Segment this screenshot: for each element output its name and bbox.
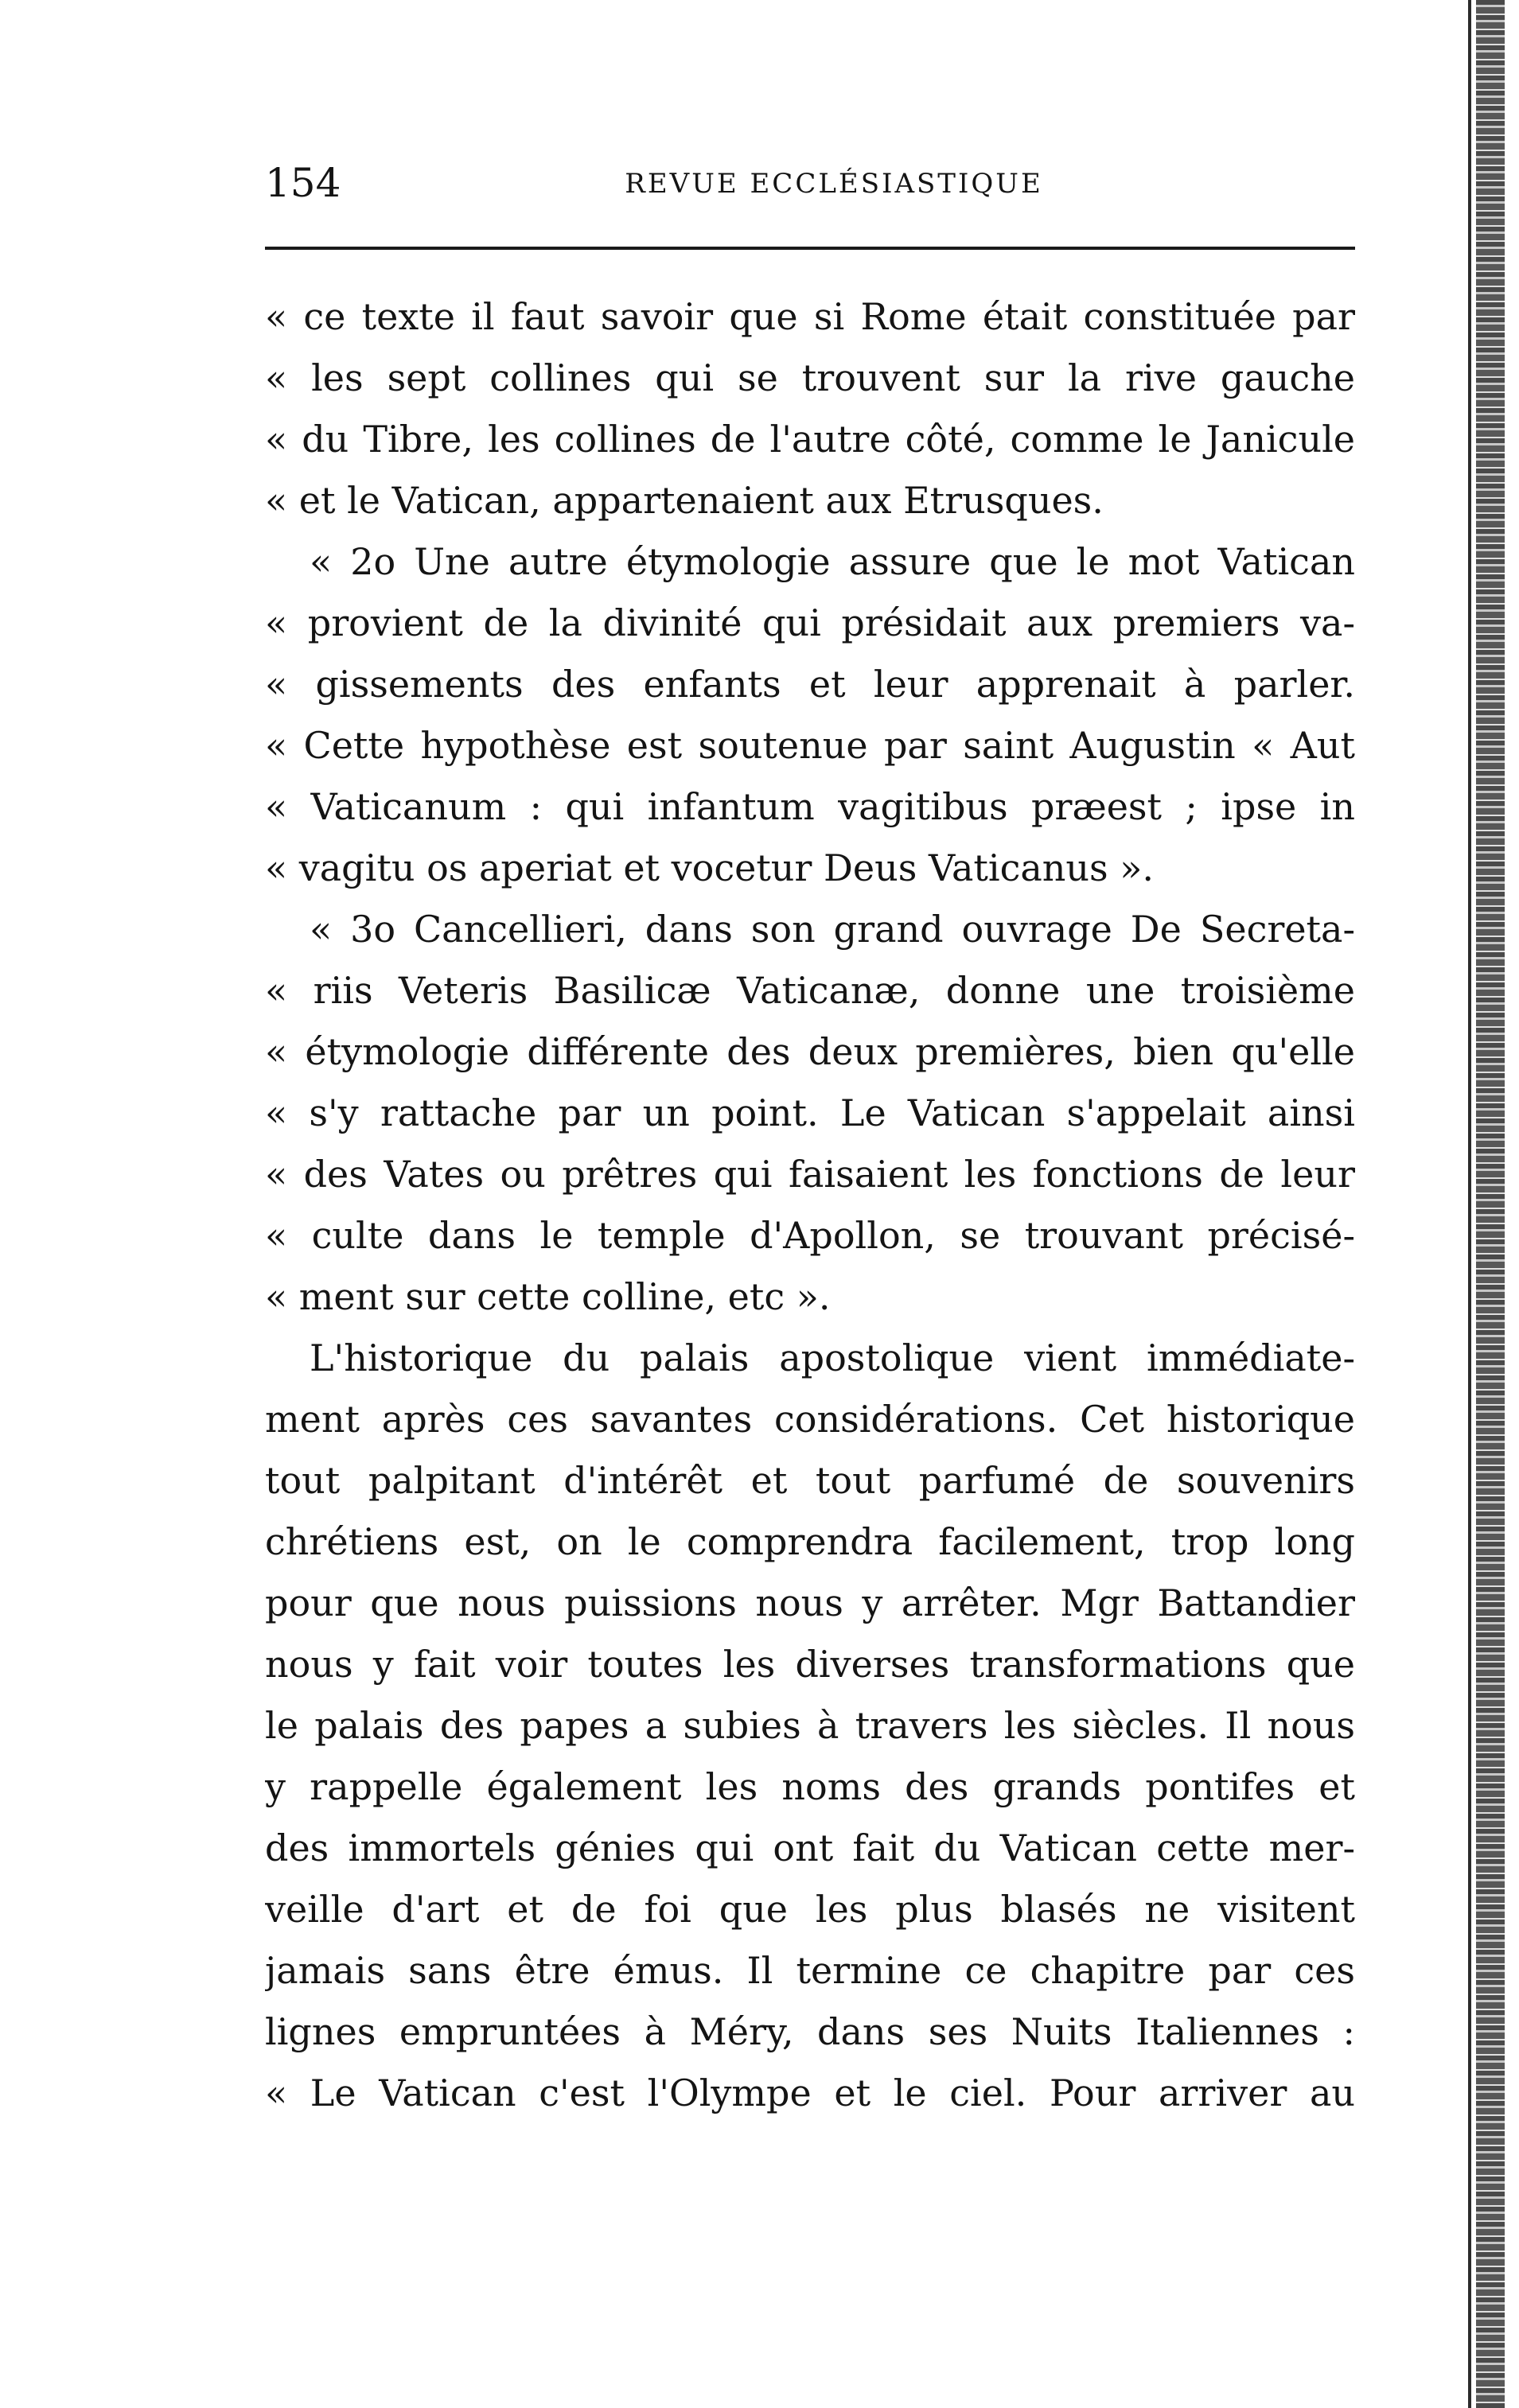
text-line: « du Tibre, les collines de l'autre côté, comme le Janicule (265, 418, 1355, 461)
text-line: le palais des papes a subies à travers les siècles. Il nous (265, 1704, 1355, 1747)
text-line: « des Vates ou prêtres qui faisaient les fonctions de leur (265, 1153, 1355, 1196)
text-line: L'historique du palais apostolique vient immédiate- (310, 1336, 1355, 1379)
text-line: « gissements des enfants et leur apprenait à parler. (265, 663, 1355, 706)
text-line: des immortels génies qui ont fait du Vatican cette mer- (265, 1826, 1355, 1869)
text-line: « et le Vatican, appartenaient aux Etrusques. (265, 479, 1104, 522)
text-line: ment après ces savantes considérations. Cet historique (265, 1398, 1355, 1441)
text-line: tout palpitant d'intérêt et tout parfumé de souvenirs (265, 1459, 1355, 1502)
page-number: 154 (265, 160, 341, 206)
text-line: y rappelle également les noms des grands pontifes et (265, 1765, 1355, 1808)
body-text (265, 286, 1355, 2124)
text-line: « ce texte il faut savoir que si Rome était constituée par (265, 295, 1355, 338)
text-line: « ment sur cette colline, etc ». (265, 1275, 831, 1318)
text-line: « Le Vatican c'est l'Olympe et le ciel. Pour arriver au (265, 2072, 1355, 2114)
text-line: pour que nous puissions nous y arrêter. Mgr Battandier (265, 1581, 1355, 1624)
text-line: « provient de la divinité qui présidait aux premiers va- (265, 601, 1355, 644)
text-line: « s'y rattache par un point. Le Vatican s'appelait ainsi (265, 1091, 1355, 1134)
text-line: jamais sans être émus. Il termine ce chapitre par ces (265, 1949, 1355, 1992)
text-line: « Vaticanum : qui infantum vagitibus præest ; ipse in (265, 785, 1355, 828)
text-line: « culte dans le temple d'Apollon, se trouvant précisé- (265, 1214, 1355, 1257)
text-line: « riis Veteris Basilicæ Vaticanæ, donne une troisième (265, 969, 1355, 1012)
text-line: « 2o Une autre étymologie assure que le mot Vatican (310, 540, 1355, 583)
text-line: « étymologie différente des deux premières, bien qu'elle (265, 1030, 1355, 1073)
text-line: nous y fait voir toutes les diverses transformations que (265, 1643, 1355, 1686)
text-line: chrétiens est, on le comprendra facilement, trop long (265, 1520, 1355, 1563)
running-title: REVUE ECCLÉSIASTIQUE (625, 168, 1043, 200)
text-line: « 3o Cancellieri, dans son grand ouvrage De Secreta- (310, 908, 1355, 951)
running-head (265, 159, 1355, 207)
text-line: veille d'art et de foi que les plus blasés ne visitent (265, 1888, 1355, 1931)
header-rule (265, 247, 1355, 250)
text-line: « vagitu os aperiat et vocetur Deus Vaticanus ». (265, 846, 1155, 889)
binding-line (1468, 0, 1471, 2408)
binding-edge (1476, 0, 1505, 2408)
text-line: lignes empruntées à Méry, dans ses Nuits Italiennes : (265, 2010, 1355, 2053)
text-line: « les sept collines qui se trouvent sur la rive gauche (265, 356, 1355, 399)
text-line: « Cette hypothèse est soutenue par saint Augustin « Aut (265, 724, 1355, 767)
